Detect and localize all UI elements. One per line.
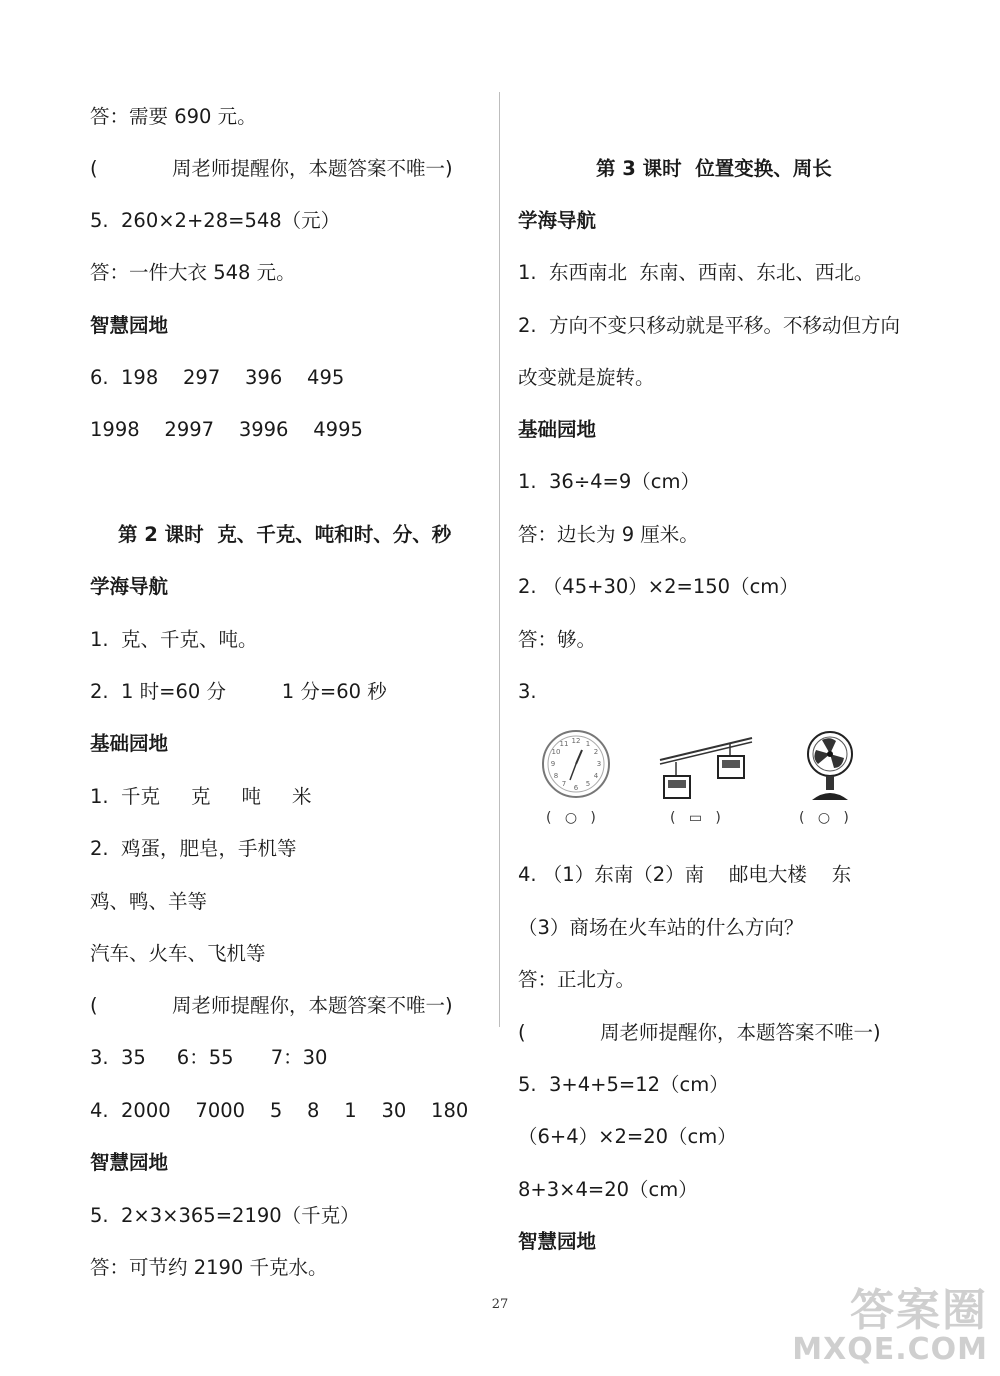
problem-line: 2. 方向不变只移动就是平移。不移动但方向 <box>518 314 901 337</box>
answer-line: 答：边长为 9 厘米。 <box>518 523 699 546</box>
figure-answer: ( ○ ) <box>799 810 849 826</box>
column-divider <box>499 92 500 1027</box>
problem-line: 2. 鸡蛋，肥皂，手机等 <box>90 837 297 860</box>
figure-answer: ( ▭ ) <box>670 810 721 826</box>
problem-line: （3）商场在火车站的什么方向？ <box>518 916 804 939</box>
section-heading: 学海导航 <box>90 575 169 598</box>
answer-line: 答：够。 <box>518 628 597 651</box>
section-heading: 基础园地 <box>90 732 169 755</box>
clock-icon <box>536 728 616 806</box>
problem-line: 5. 2×3×365=2190（千克） <box>90 1204 360 1227</box>
section-heading: 学海导航 <box>518 209 597 232</box>
svg-text:7: 7 <box>561 780 567 788</box>
svg-text:5: 5 <box>585 780 591 788</box>
watermark-logo-text: 答案圈 <box>850 1285 988 1336</box>
svg-text:12: 12 <box>571 737 581 745</box>
problem-line: 1998 2997 3996 4995 <box>90 418 363 441</box>
svg-text:11: 11 <box>559 740 569 748</box>
teacher-note: ( 周老师提醒你，本题答案不唯一) <box>90 994 453 1017</box>
problem-line: 6. 198 297 396 495 <box>90 366 345 389</box>
answer-line: 答：需要 690 元。 <box>90 105 257 128</box>
problem-line: 4. （1）东南（2）南 邮电大楼 东 <box>518 863 852 886</box>
problem-line: 3. <box>518 680 537 703</box>
problem-line: 5. 260×2+28=548（元） <box>90 209 341 232</box>
section-heading: 基础园地 <box>518 418 597 441</box>
watermark-url: MXQE.COM <box>792 1332 988 1367</box>
problem-line: 鸡、鸭、羊等 <box>90 890 208 913</box>
problem-line: 2. 1 时=60 分 1 分=60 秒 <box>90 680 387 703</box>
cable-car-icon <box>656 734 756 808</box>
answer-line: 答：可节约 2190 千克水。 <box>90 1256 328 1279</box>
svg-text:3: 3 <box>596 760 602 768</box>
svg-text:1: 1 <box>585 740 591 748</box>
svg-text:6: 6 <box>573 784 579 792</box>
fan-icon <box>798 730 868 808</box>
lesson-title: 第 2 课时 克、千克、吨和时、分、秒 <box>118 523 452 546</box>
svg-text:8: 8 <box>553 772 559 780</box>
teacher-note: ( 周老师提醒你，本题答案不唯一) <box>90 157 453 180</box>
figure-answer: ( ○ ) <box>546 810 596 826</box>
section-heading: 智慧园地 <box>90 314 169 337</box>
answer-line: 答：正北方。 <box>518 968 636 991</box>
problem-line: 1. 东西南北 东南、西南、东北、西北。 <box>518 261 874 284</box>
problem-line: 8+3×4=20（cm） <box>518 1178 698 1201</box>
problem-line: 1. 36÷4=9（cm） <box>518 470 701 493</box>
svg-text:10: 10 <box>551 748 561 756</box>
lesson-title: 第 3 课时 位置变换、周长 <box>596 157 832 180</box>
answer-line: 答：一件大衣 548 元。 <box>90 261 296 284</box>
problem-line: 2. （45+30）×2=150（cm） <box>518 575 799 598</box>
svg-text:2: 2 <box>593 748 599 756</box>
problem-line: 1. 克、千克、吨。 <box>90 628 258 651</box>
problem-line: 改变就是旋转。 <box>518 366 655 389</box>
watermark <box>792 1285 988 1367</box>
section-heading: 智慧园地 <box>518 1230 597 1253</box>
svg-text:9: 9 <box>550 760 556 768</box>
problem-line: 汽车、火车、飞机等 <box>90 942 266 965</box>
problem-line: （6+4）×2=20（cm） <box>518 1125 737 1148</box>
svg-text:4: 4 <box>593 772 599 780</box>
teacher-note: ( 周老师提醒你，本题答案不唯一) <box>518 1021 881 1044</box>
problem-line: 3. 35 6：55 7：30 <box>90 1046 328 1069</box>
motion-figures <box>536 728 876 838</box>
problem-line: 1. 千克 克 吨 米 <box>90 785 312 808</box>
problem-line: 4. 2000 7000 5 8 1 30 180 <box>90 1099 469 1122</box>
section-heading: 智慧园地 <box>90 1151 169 1174</box>
page-number: 27 <box>491 1297 509 1312</box>
problem-line: 5. 3+4+5=12（cm） <box>518 1073 729 1096</box>
